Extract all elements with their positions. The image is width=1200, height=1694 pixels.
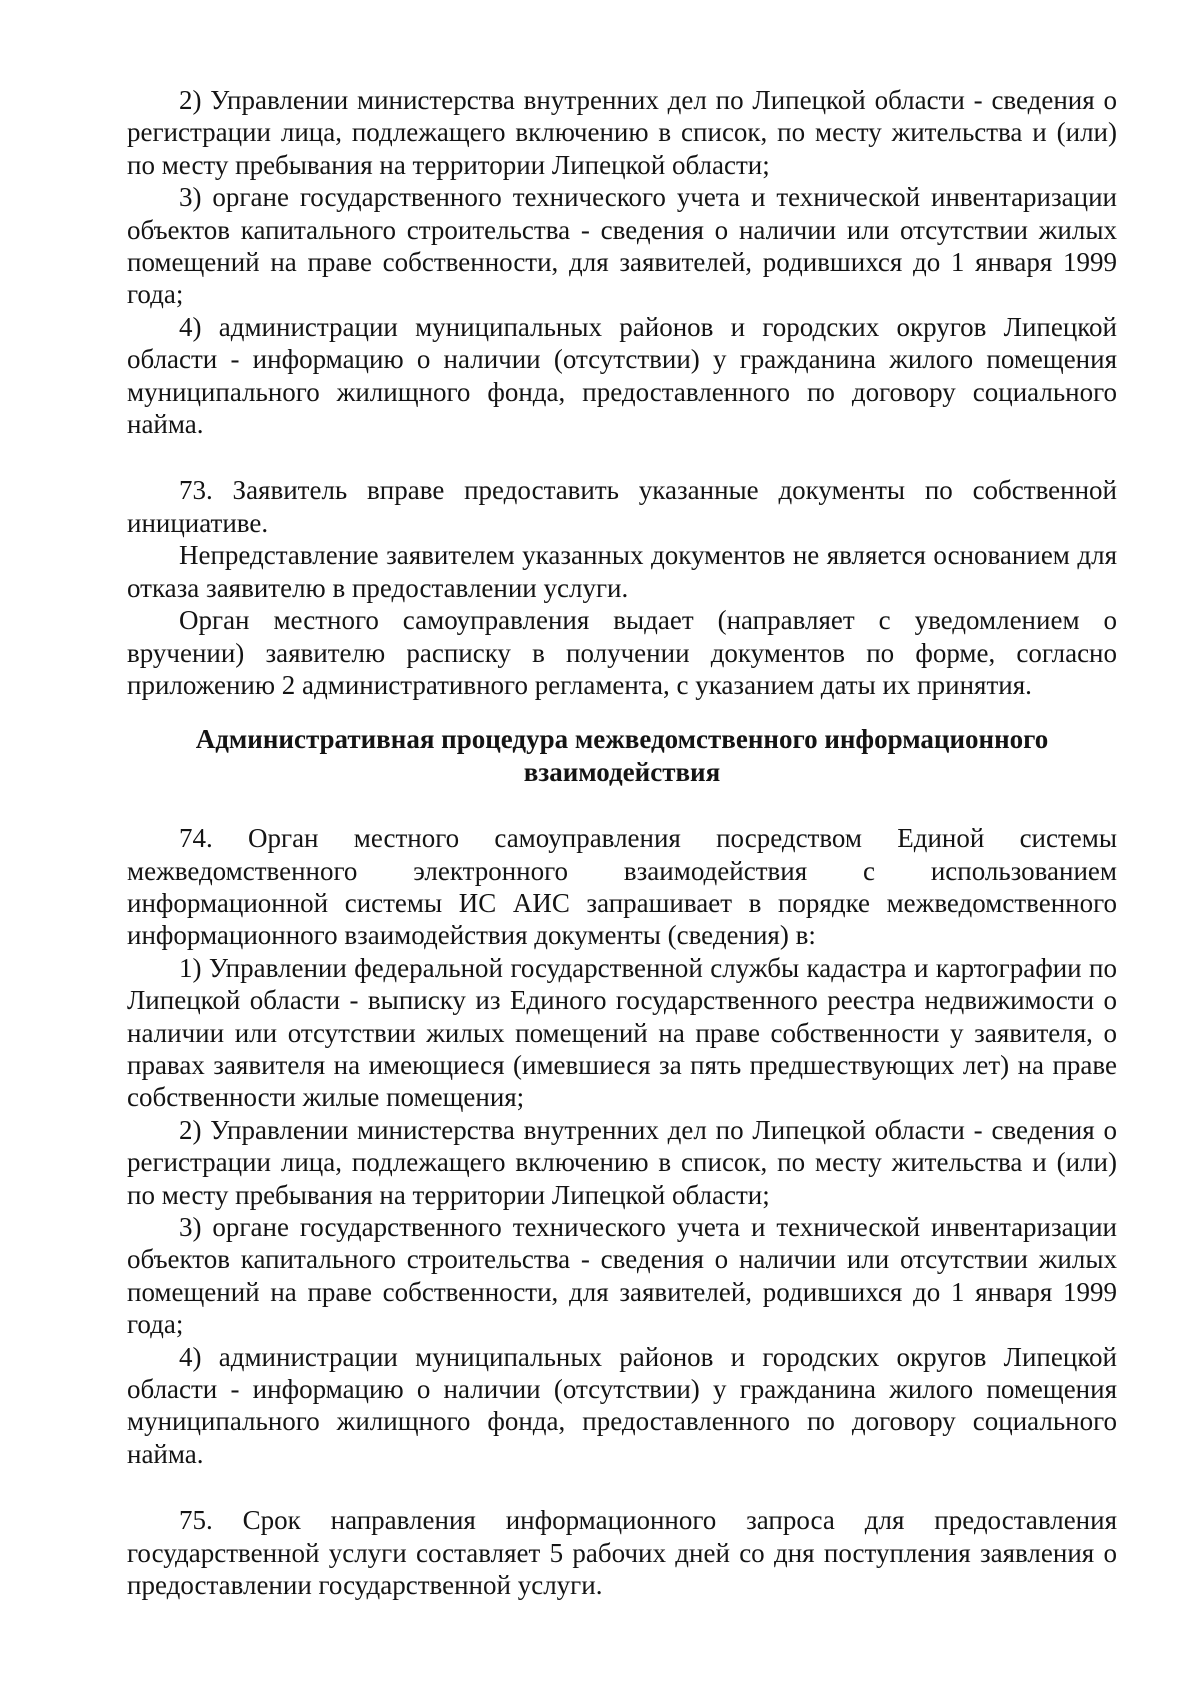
clause-74-item-1: 1) Управлении федеральной государственной службы кадастра и картографии по Липецкой области - выписку из Единого государственного реестра недвижимости о наличии или отсутствии жилых помещений на праве собственности у заявителя, о правах заявителя на имеющиеся (имевшиеся за пять предшествующих лет) на праве собственности жилые помещения; xyxy=(127,952,1117,1113)
paragraph-gap xyxy=(127,1470,1117,1504)
clause-73-paragraph-3: Орган местного самоуправления выдает (направляет с уведомлением о вручении) заявителю расписку в получении документов по форме, согласно приложению 2 административного регламента, с указанием даты их принятия. xyxy=(127,605,1117,700)
clause-73-paragraph-1: 73. Заявитель вправе предоставить указанные документы по собственной инициативе. xyxy=(127,475,1117,538)
paragraph-gap xyxy=(127,440,1117,474)
clause-74-item-4: 4) администрации муниципальных районов и городских округов Липецкой области - информацию о наличии (отсутствии) у гражданина жилого помещения муниципального жилищного фонда, предоставленного по договору социального найма. xyxy=(127,1341,1117,1469)
clause-73-paragraph-2: Непредставление заявителем указанных документов не является основанием для отказа заявителю в предоставлении услуги. xyxy=(127,540,1117,603)
block-a-item-3: 3) органе государственного технического учета и технической инвентаризации объектов капитального строительства - сведения о наличии или отсутствии жилых помещений на праве собственности, для заявителей, родившихся до 1 января 1999 года; xyxy=(127,182,1117,310)
block-a-item-4: 4) администрации муниципальных районов и городских округов Липецкой области - информацию о наличии (отсутствии) у гражданина жилого помещения муниципального жилищного фонда, предоставленного по договору социального найма. xyxy=(127,311,1117,440)
section-heading: Административная процедура межведомственного информационного взаимодействия xyxy=(195,724,1049,787)
paragraph-gap xyxy=(127,788,1117,822)
block-a-item-2: 2) Управлении министерства внутренних дел по Липецкой области - сведения о регистрации лица, подлежащего включению в список, по месту жительства и (или) по месту пребывания на территории Липецкой области; xyxy=(127,85,1117,180)
document-page xyxy=(127,84,1117,1601)
clause-74-intro: 74. Орган местного самоуправления посредством Единой системы межведомственного электронного взаимодействия с использованием информационной системы ИС АИС запрашивает в порядке межведомственного информационного взаимодействия документы (сведения) в: xyxy=(127,823,1117,951)
clause-75-paragraph-1: 75. Срок направления информационного запроса для предоставления государственной услуги составляет 5 рабочих дней со дня поступления заявления о предоставлении государственной услуги. xyxy=(127,1505,1117,1601)
paragraph-gap xyxy=(127,701,1117,723)
clause-74-item-3: 3) органе государственного технического учета и технической инвентаризации объектов капитального строительства - сведения о наличии или отсутствии жилых помещений на праве собственности, для заявителей, родившихся до 1 января 1999 года; xyxy=(127,1212,1117,1340)
clause-74-item-2: 2) Управлении министерства внутренних дел по Липецкой области - сведения о регистрации лица, подлежащего включению в список, по месту жительства и (или) по месту пребывания на территории Липецкой области; xyxy=(127,1114,1117,1210)
